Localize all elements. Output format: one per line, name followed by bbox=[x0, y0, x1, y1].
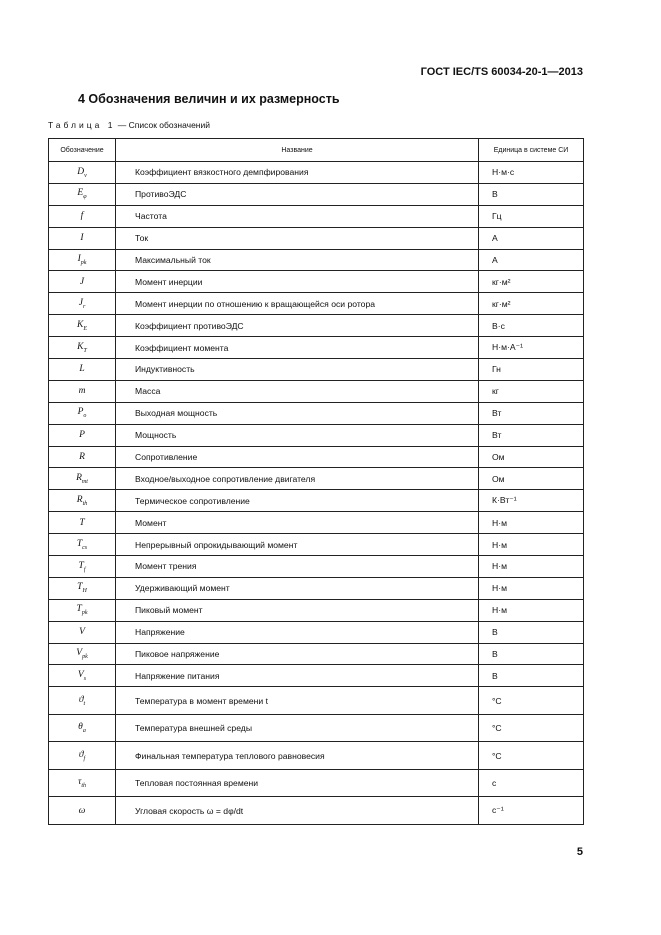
symbol-subscript: th bbox=[82, 500, 88, 507]
table-row bbox=[49, 183, 584, 205]
unit-cell: Н·м bbox=[479, 512, 584, 534]
unit-cell: Н·м bbox=[479, 534, 584, 556]
symbol-main: J bbox=[78, 297, 83, 308]
symbol-main: D bbox=[77, 166, 85, 177]
symbol-subscript: pk bbox=[82, 653, 88, 660]
table-caption-text: — Список обозначений bbox=[115, 120, 210, 130]
unit-cell: с bbox=[479, 769, 584, 797]
name-cell: Температура внешней среды bbox=[116, 714, 479, 742]
name-cell: Финальная температура теплового равновесия bbox=[116, 742, 479, 770]
symbol-main: R bbox=[76, 494, 83, 505]
symbol-subscript: H bbox=[82, 588, 87, 595]
symbol-cell bbox=[49, 183, 116, 205]
table-row bbox=[49, 249, 584, 271]
unit-cell: К·Вт⁻¹ bbox=[479, 490, 584, 512]
unit-cell: В·с bbox=[479, 315, 584, 337]
symbol-main: ϑ bbox=[78, 749, 84, 760]
symbol-cell bbox=[49, 599, 116, 621]
name-cell: Масса bbox=[116, 380, 479, 402]
symbol-main: τ bbox=[77, 777, 82, 788]
page-number: 5 bbox=[576, 846, 583, 858]
document-code: ГОСТ IEC/TS 60034-20-1—2013 bbox=[420, 66, 583, 78]
symbol-main: K bbox=[77, 341, 84, 352]
name-cell: ПротивоЭДС bbox=[116, 183, 479, 205]
name-cell: Напряжение питания bbox=[116, 665, 479, 687]
name-cell: Пиковый момент bbox=[116, 599, 479, 621]
symbol-subscript: f bbox=[83, 566, 86, 573]
symbol-subscript: o bbox=[83, 413, 87, 420]
table-row bbox=[49, 402, 584, 424]
symbol-main: m bbox=[78, 386, 86, 397]
unit-cell: °С bbox=[479, 714, 584, 742]
symbol-main: J bbox=[79, 276, 85, 287]
symbol-main: P bbox=[77, 407, 84, 418]
name-cell: Удерживающий момент bbox=[116, 577, 479, 599]
symbol-main: T bbox=[79, 517, 85, 528]
unit-cell: В bbox=[479, 183, 584, 205]
unit-cell: Н·м bbox=[479, 599, 584, 621]
table-row bbox=[49, 227, 584, 249]
symbol-subscript: v bbox=[84, 172, 87, 179]
name-cell: Максимальный ток bbox=[116, 249, 479, 271]
table-row bbox=[49, 797, 584, 825]
symbol-subscript: f bbox=[83, 755, 86, 762]
name-cell: Момент трения bbox=[116, 556, 479, 578]
symbol-subscript: pk bbox=[81, 610, 88, 617]
symbol-cell bbox=[49, 490, 116, 512]
table-caption bbox=[48, 120, 210, 130]
unit-cell: °С bbox=[479, 687, 584, 715]
symbol-cell bbox=[49, 402, 116, 424]
unit-cell: Н·м bbox=[479, 556, 584, 578]
symbol-subscript: a bbox=[82, 728, 86, 735]
symbol-subscript: E bbox=[83, 325, 87, 332]
table-row bbox=[49, 446, 584, 468]
unit-cell: А bbox=[479, 249, 584, 271]
symbol-subscript: cs bbox=[82, 544, 88, 551]
name-cell: Момент инерции по отношению к вращающейся оси ротора bbox=[116, 293, 479, 315]
header-unit: Единица в системе СИ bbox=[479, 139, 584, 162]
symbol-main: T bbox=[77, 582, 83, 593]
name-cell: Сопротивление bbox=[116, 446, 479, 468]
table-row bbox=[49, 271, 584, 293]
unit-cell: В bbox=[479, 665, 584, 687]
symbols-table bbox=[48, 138, 584, 825]
section-title: 4 Обозначения величин и их размерность bbox=[78, 92, 340, 106]
symbol-cell bbox=[49, 227, 116, 249]
unit-cell: кг·м² bbox=[479, 271, 584, 293]
symbol-main: V bbox=[77, 669, 84, 680]
name-cell: Индуктивность bbox=[116, 359, 479, 381]
symbol-subscript: φ bbox=[83, 194, 87, 201]
unit-cell: Н·м·с bbox=[479, 162, 584, 184]
table-row bbox=[49, 490, 584, 512]
table-row bbox=[49, 205, 584, 227]
name-cell: Момент инерции bbox=[116, 271, 479, 293]
header-name: Название bbox=[116, 139, 479, 162]
name-cell: Выходная мощность bbox=[116, 402, 479, 424]
symbol-cell bbox=[49, 249, 116, 271]
symbol-cell bbox=[49, 468, 116, 490]
symbol-subscript: mt bbox=[81, 478, 88, 485]
table-row bbox=[49, 621, 584, 643]
symbol-main: T bbox=[76, 538, 83, 549]
symbol-subscript: s bbox=[83, 675, 87, 682]
name-cell: Входное/выходное сопротивление двигателя bbox=[116, 468, 479, 490]
symbol-main: θ bbox=[78, 722, 83, 733]
table-row bbox=[49, 714, 584, 742]
symbol-subscript: pk bbox=[80, 259, 87, 266]
table-row bbox=[49, 512, 584, 534]
symbol-cell bbox=[49, 337, 116, 359]
symbol-cell bbox=[49, 687, 116, 715]
symbol-subscript: r bbox=[82, 303, 86, 310]
symbol-cell bbox=[49, 714, 116, 742]
table-row bbox=[49, 687, 584, 715]
table-header-row bbox=[49, 139, 584, 162]
table-row bbox=[49, 359, 584, 381]
symbol-main: R bbox=[79, 452, 85, 463]
name-cell: Коэффициент момента bbox=[116, 337, 479, 359]
symbol-cell bbox=[49, 424, 116, 446]
unit-cell: кг·м² bbox=[479, 293, 584, 315]
symbol-cell bbox=[49, 315, 116, 337]
unit-cell: Н·м bbox=[479, 577, 584, 599]
symbol-main: T bbox=[76, 604, 82, 615]
unit-cell: с⁻¹ bbox=[479, 797, 584, 825]
symbol-main: f bbox=[80, 211, 84, 222]
unit-cell: Ом bbox=[479, 446, 584, 468]
name-cell: Температура в момент времени t bbox=[116, 687, 479, 715]
table-row bbox=[49, 424, 584, 446]
table-row bbox=[49, 599, 584, 621]
table-row bbox=[49, 556, 584, 578]
name-cell: Мощность bbox=[116, 424, 479, 446]
table-body bbox=[49, 162, 584, 825]
symbol-cell bbox=[49, 446, 116, 468]
symbol-cell bbox=[49, 797, 116, 825]
unit-cell: Вт bbox=[479, 402, 584, 424]
symbol-cell bbox=[49, 665, 116, 687]
name-cell: Пиковое напряжение bbox=[116, 643, 479, 665]
unit-cell: Вт bbox=[479, 424, 584, 446]
name-cell: Коэффициент противоЭДС bbox=[116, 315, 479, 337]
symbol-subscript: th bbox=[81, 783, 87, 790]
unit-cell: Гн bbox=[479, 359, 584, 381]
table-row bbox=[49, 380, 584, 402]
symbol-main: K bbox=[76, 319, 84, 330]
table-row bbox=[49, 468, 584, 490]
unit-cell: Ом bbox=[479, 468, 584, 490]
unit-cell: кг bbox=[479, 380, 584, 402]
unit-cell: °С bbox=[479, 742, 584, 770]
symbol-cell bbox=[49, 512, 116, 534]
name-cell: Частота bbox=[116, 205, 479, 227]
symbol-cell bbox=[49, 556, 116, 578]
symbol-subscript: t bbox=[83, 700, 86, 707]
name-cell: Момент bbox=[116, 512, 479, 534]
table-row bbox=[49, 769, 584, 797]
symbol-cell bbox=[49, 534, 116, 556]
symbol-cell bbox=[49, 643, 116, 665]
symbol-cell bbox=[49, 621, 116, 643]
table-row bbox=[49, 665, 584, 687]
unit-cell: Гц bbox=[479, 205, 584, 227]
symbol-main: T bbox=[78, 560, 84, 571]
symbol-cell bbox=[49, 293, 116, 315]
symbol-cell bbox=[49, 359, 116, 381]
symbol-main: ω bbox=[78, 805, 86, 816]
symbol-main: I bbox=[80, 233, 84, 244]
table-caption-prefix: Таблица 1 bbox=[48, 120, 116, 130]
symbol-main: E bbox=[77, 188, 84, 199]
unit-cell: А bbox=[479, 227, 584, 249]
symbol-cell bbox=[49, 577, 116, 599]
symbol-main: V bbox=[79, 627, 85, 638]
symbol-subscript: T bbox=[83, 347, 87, 354]
table-row bbox=[49, 643, 584, 665]
symbol-main: L bbox=[79, 364, 85, 375]
symbol-cell bbox=[49, 205, 116, 227]
symbol-cell bbox=[49, 380, 116, 402]
name-cell: Угловая скорость ω = dφ/dt bbox=[116, 797, 479, 825]
name-cell: Тепловая постоянная времени bbox=[116, 769, 479, 797]
name-cell: Ток bbox=[116, 227, 479, 249]
symbol-main: I bbox=[77, 254, 81, 265]
table-row bbox=[49, 337, 584, 359]
symbol-cell bbox=[49, 769, 116, 797]
symbol-main: P bbox=[79, 430, 85, 441]
symbol-cell bbox=[49, 162, 116, 184]
name-cell: Коэффициент вязкостного демпфирования bbox=[116, 162, 479, 184]
name-cell: Непрерывный опрокидывающий момент bbox=[116, 534, 479, 556]
table-row bbox=[49, 293, 584, 315]
name-cell: Напряжение bbox=[116, 621, 479, 643]
unit-cell: В bbox=[479, 621, 584, 643]
table-row bbox=[49, 534, 584, 556]
table-row bbox=[49, 742, 584, 770]
table-row bbox=[49, 162, 584, 184]
unit-cell: В bbox=[479, 643, 584, 665]
symbol-main: R bbox=[76, 472, 82, 483]
name-cell: Термическое сопротивление bbox=[116, 490, 479, 512]
symbol-cell bbox=[49, 271, 116, 293]
table-row bbox=[49, 315, 584, 337]
unit-cell: Н·м·А⁻¹ bbox=[479, 337, 584, 359]
table-row bbox=[49, 577, 584, 599]
symbol-main: ϑ bbox=[78, 694, 84, 705]
header-symbol: Обозначение bbox=[49, 139, 116, 162]
symbol-main: V bbox=[76, 648, 83, 659]
symbol-cell bbox=[49, 742, 116, 770]
